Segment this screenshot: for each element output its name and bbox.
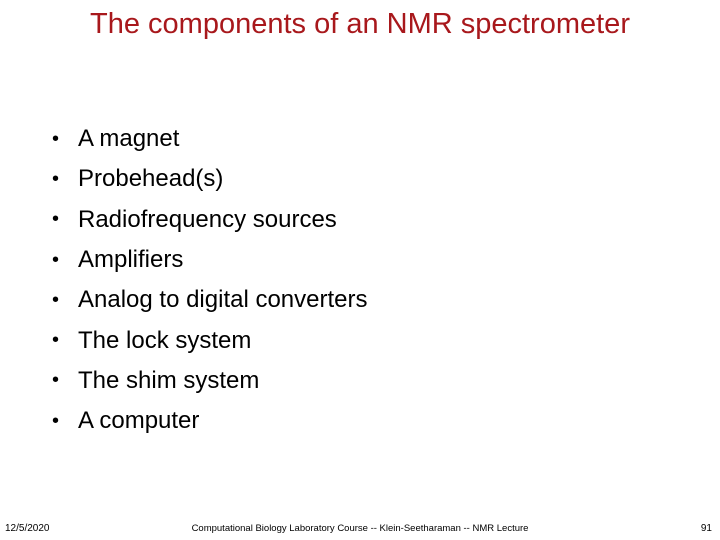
bullet-item <box>48 240 368 280</box>
bullet-marker: • <box>52 369 60 392</box>
bullet-marker: • <box>52 288 60 311</box>
bullet-text: A magnet <box>78 125 180 153</box>
footer-date: 12/5/2020 <box>5 523 50 534</box>
bullet-marker: • <box>52 329 60 352</box>
bullet-marker: • <box>52 409 60 432</box>
footer-course-text: Computational Biology Laboratory Course -- Klein-Seetharaman -- NMR Lecture <box>191 523 529 534</box>
bullet-text: Amplifiers <box>78 246 184 274</box>
bullet-item <box>48 361 368 401</box>
bullet-item <box>48 119 368 159</box>
bullet-item <box>48 401 368 441</box>
bullet-item <box>48 200 368 240</box>
slide-title: The components of an NMR spectrometer <box>90 8 630 40</box>
bullet-marker: • <box>52 248 60 271</box>
bullet-item <box>48 320 368 360</box>
bullet-marker: • <box>52 127 60 150</box>
bullet-text: The lock system <box>78 326 252 354</box>
footer-page-number: 91 <box>700 523 712 534</box>
bullet-item <box>48 280 368 320</box>
bullet-marker: • <box>52 208 60 231</box>
bullet-item <box>48 159 368 199</box>
bullet-text: Radiofrequency sources <box>78 205 337 233</box>
bullet-text: Analog to digital converters <box>78 286 368 314</box>
bullet-list <box>48 119 368 441</box>
bullet-marker: • <box>52 167 60 190</box>
bullet-text: Probehead(s) <box>78 165 224 193</box>
bullet-text: The shim system <box>78 366 260 394</box>
bullet-text: A computer <box>78 407 200 435</box>
